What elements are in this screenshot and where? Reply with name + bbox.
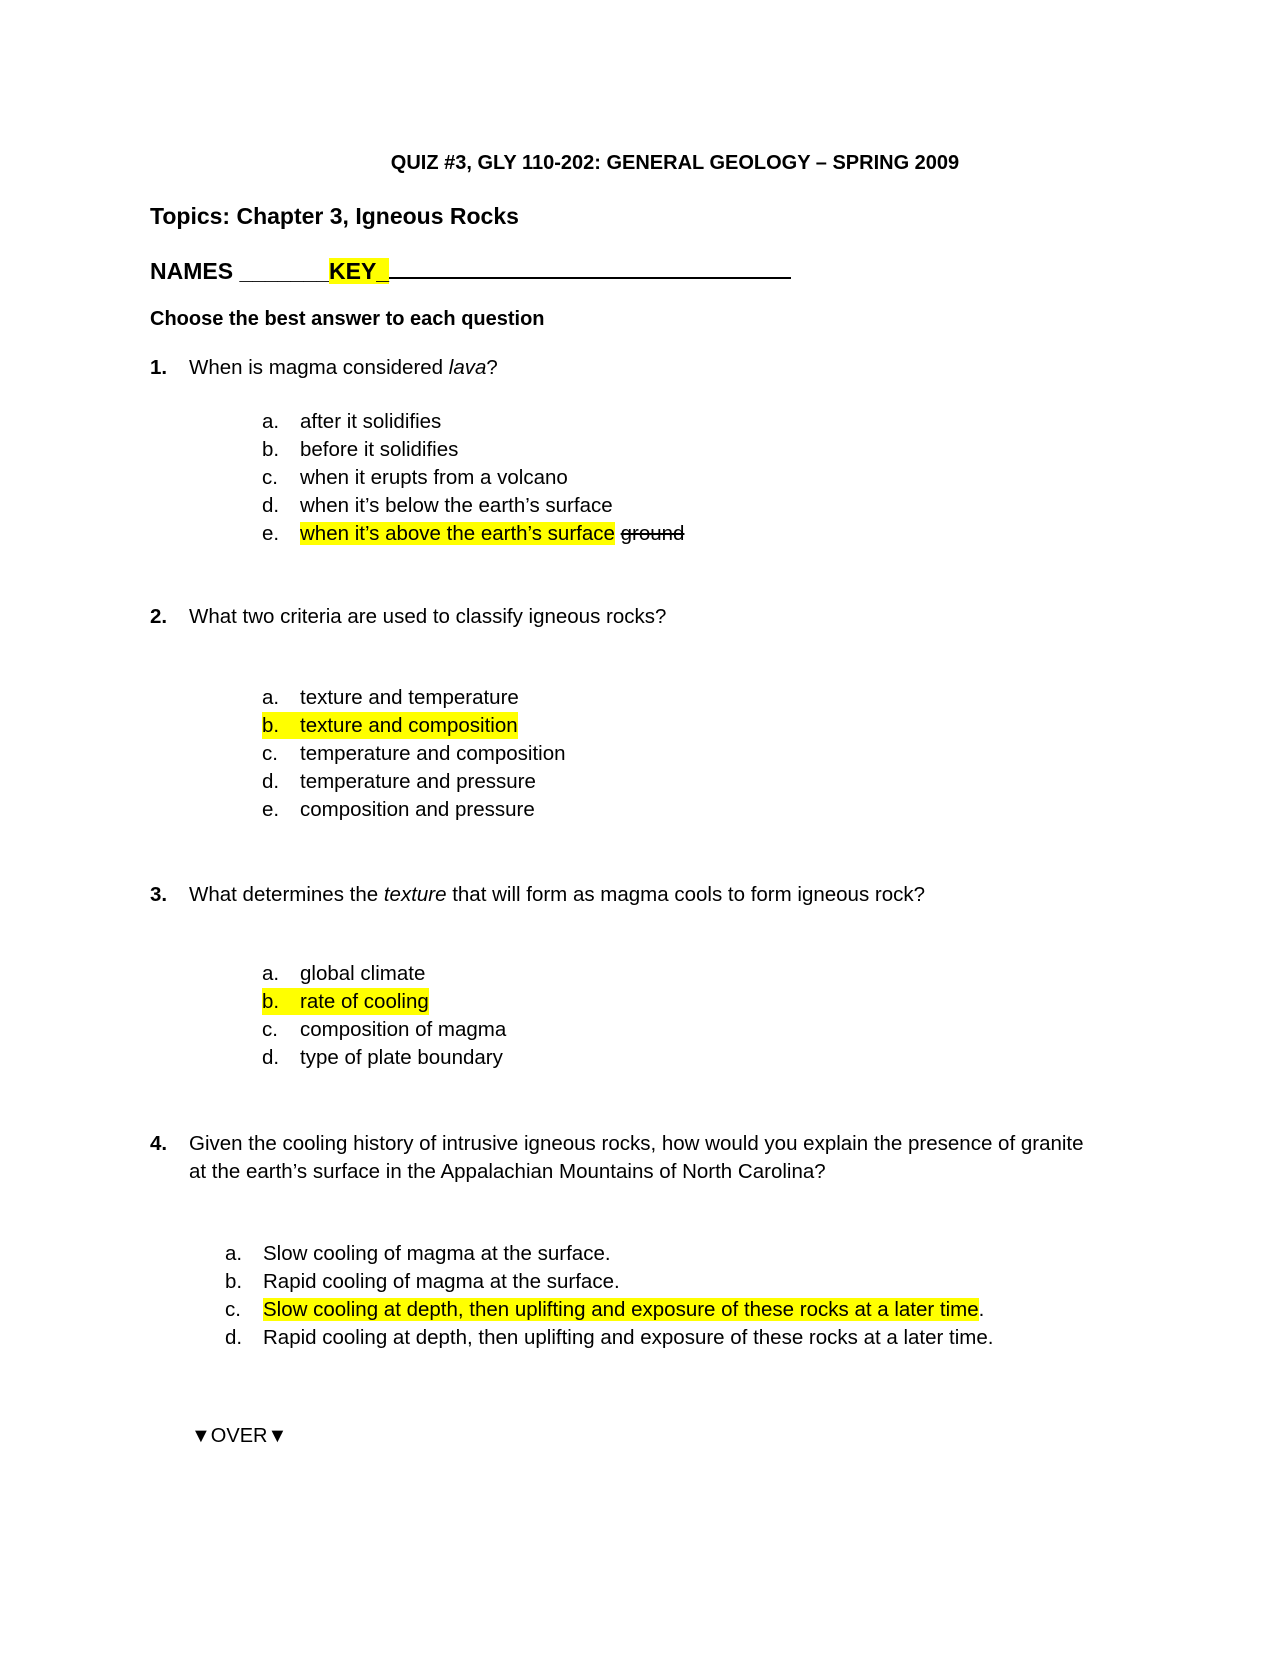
option-letter: a. [225, 1242, 243, 1265]
question-text: What two criteria are used to classify igneous rocks? [189, 605, 667, 628]
question-text [189, 356, 498, 380]
option-text: Rapid cooling at depth, then uplifting and exposure of these rocks at a later time. [263, 1326, 994, 1349]
names-underline [389, 255, 791, 279]
option-letter: d. [262, 1046, 280, 1069]
option-2a [262, 684, 519, 711]
option-letter: e. [262, 798, 280, 821]
topics-heading: Topics: Chapter 3, Igneous Rocks [150, 203, 519, 229]
names-blank-lead: _______ [239, 258, 329, 284]
option-3b-correct [262, 988, 429, 1015]
option-letter: b. [262, 438, 280, 461]
question-text-part: ? [486, 356, 498, 379]
over-indicator: ▼OVER▼ [191, 1425, 288, 1447]
option-letter: a. [262, 686, 280, 709]
option-letter: e. [262, 522, 280, 545]
option-text: when it erupts from a volcano [300, 466, 568, 489]
option-text: Slow cooling of magma at the surface. [263, 1242, 611, 1265]
option-letter: b. [262, 714, 280, 737]
question-text-part: What determines the [189, 883, 384, 906]
option-4a [225, 1240, 611, 1267]
option-text: composition of magma [300, 1018, 507, 1041]
option-letter: a. [262, 962, 280, 985]
option-text: before it solidifies [300, 438, 459, 461]
option-text: temperature and composition [300, 742, 566, 765]
option-1b [262, 436, 458, 463]
option-letter: c. [262, 742, 278, 765]
option-text-period: . [978, 1298, 985, 1321]
option-text: composition and pressure [300, 798, 535, 821]
names-blank-tail: _ [376, 258, 390, 284]
option-letter: d. [262, 494, 280, 517]
option-text: type of plate boundary [300, 1046, 503, 1069]
question-text [189, 883, 925, 907]
option-letter: d. [225, 1326, 243, 1349]
option-letter: b. [262, 990, 280, 1013]
question-number: 1. [150, 356, 168, 379]
option-letter: c. [225, 1298, 241, 1321]
option-text: rate of cooling [300, 990, 429, 1013]
option-text-highlighted: Slow cooling at depth, then uplifting and exposure of these rocks at a later time [263, 1298, 979, 1321]
question-text-part: that will form as magma cools to form igneous rock? [446, 883, 926, 906]
question-number: 4. [150, 1132, 168, 1155]
option-3c [262, 1016, 506, 1043]
question-text-part: When is magma considered [189, 356, 449, 379]
option-1d [262, 492, 613, 519]
option-letter: d. [262, 770, 280, 793]
question-text-italic: texture [383, 883, 447, 906]
option-text: when it’s below the earth’s surface [300, 494, 613, 517]
option-3d [262, 1044, 503, 1071]
option-letter: c. [262, 1018, 278, 1041]
option-2d [262, 768, 536, 795]
option-4d [225, 1324, 993, 1351]
option-1a [262, 408, 441, 435]
option-letter: a. [262, 410, 280, 433]
option-text: global climate [300, 962, 426, 985]
quiz-title: QUIZ #3, GLY 110-202: GENERAL GEOLOGY – SPRING 2009 [390, 152, 960, 174]
question-text-italic: lava [448, 356, 487, 379]
option-text: texture and composition [300, 714, 518, 737]
option-text: temperature and pressure [300, 770, 536, 793]
question-number: 2. [150, 605, 168, 628]
instructions: Choose the best answer to each question [150, 308, 545, 330]
option-4c-correct [225, 1296, 984, 1323]
option-text: Rapid cooling of magma at the surface. [263, 1270, 620, 1293]
option-1c [262, 464, 568, 491]
option-text: texture and temperature [300, 686, 519, 709]
question-text-line-1: Given the cooling history of intrusive igneous rocks, how would you explain the presence of granite [189, 1132, 1084, 1155]
names-key-value: KEY [329, 258, 377, 284]
option-text-strikethrough: ground [620, 522, 685, 545]
option-4b [225, 1268, 620, 1295]
option-text: after it solidifies [300, 410, 442, 433]
option-3a [262, 960, 425, 987]
names-line [150, 255, 791, 285]
names-label: NAMES [150, 258, 234, 284]
option-2e [262, 796, 535, 823]
option-1e-correct [262, 520, 684, 547]
question-text-line-2: at the earth’s surface in the Appalachian Mountains of North Carolina? [189, 1160, 826, 1183]
option-letter: b. [225, 1270, 243, 1293]
option-letter: c. [262, 466, 278, 489]
question-number: 3. [150, 883, 168, 906]
option-2b-correct [262, 712, 518, 739]
option-2c [262, 740, 566, 767]
option-text-highlighted: when it’s above the earth’s surface [300, 522, 615, 545]
